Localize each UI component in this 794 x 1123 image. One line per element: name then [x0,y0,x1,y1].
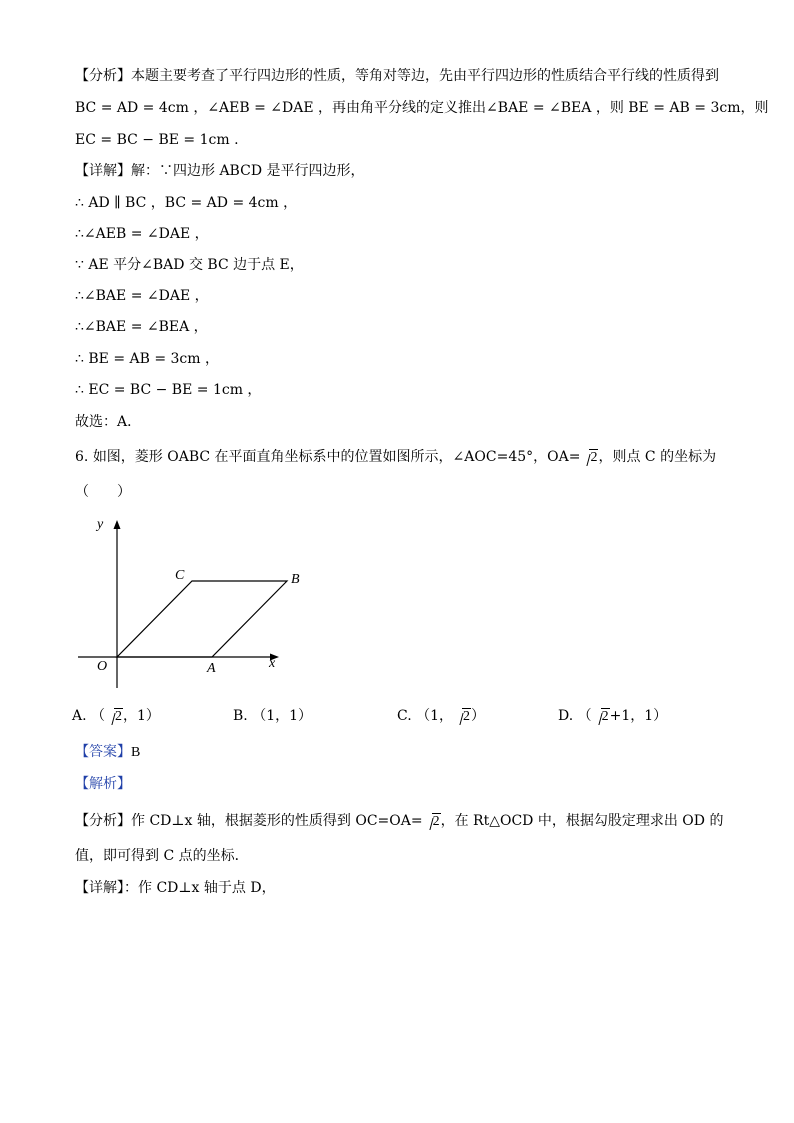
option-c[interactable]: C. （1， 2） [397,708,486,724]
jiexi-tag: 【解析】 [75,776,131,792]
sqrt-symbol: 2 [105,707,123,726]
label-a: A [207,661,216,676]
label-y: y [97,517,104,532]
detail-step: ∴ AD ∥ BC ，BC = AD = 4cm ， [75,195,298,211]
answer-line [75,743,140,762]
analysis-line-2: BC = AD = 4cm ，∠AEB = ∠DAE ，再由角平分线的定义推出∠BAE = ∠BEA ，则 BE = AB = 3cm，则 [75,100,769,116]
sqrt-symbol: 2 [580,448,598,467]
detail-conclusion: 故选：A． [75,414,142,430]
label-x: x [269,656,276,671]
analysis2-line-1: 【分析】作 CD⊥x 轴，根据菱形的性质得到 OC=OA= 2，在 Rt△OCD 中，根据勾股定理求出 OD 的 [75,813,724,829]
analysis-line-1 [75,67,719,85]
question-6 [75,448,716,467]
detail-step: ∴∠BAE = ∠BEA ， [75,319,208,335]
detail-tag: 【详解】 [75,163,131,179]
rhombus-figure [70,510,300,695]
answer-value: B [131,745,141,760]
detail-step: ∴ EC = BC − BE = 1cm ， [75,382,262,398]
sqrt-symbol: 2 [423,812,441,831]
option-d[interactable]: D. （ 2+1，1） [558,708,668,724]
answer-blank: （ ） [75,484,131,500]
question-text: 如图，菱形 OABC 在平面直角坐标系中的位置如图所示，∠AOC=45°，OA= [92,449,581,465]
question-number: 6. [75,449,89,465]
answer-tag: 【答案】 [75,744,131,760]
y-axis-arrow [114,520,121,529]
detail-step: ∴∠BAE = ∠DAE ， [75,288,209,304]
option-a[interactable]: A. （ 2，1） [72,708,160,724]
sqrt-symbol: 2 [592,707,610,726]
analysis2-line-2: 值，即可得到 C 点的坐标． [75,848,249,864]
jiexi-line [75,775,131,793]
detail2-line: 【详解】：作 CD⊥x 轴于点 D， [75,880,276,896]
question-text-2: ，则点 C 的坐标为 [598,449,717,465]
rhombus-shape [117,581,287,657]
analysis-text: 本题主要考查了平行四边形的性质，等角对等边，先由平行四边形的性质结合平行线的性质得到 [131,68,719,84]
analysis-tag: 【分析】 [75,68,131,84]
detail2-tag: 【详解】 [75,880,124,896]
label-o: O [97,659,108,674]
sqrt-symbol: 2 [453,707,471,726]
label-b: B [291,572,300,587]
detail-step: ∴∠AEB = ∠DAE ， [75,226,209,242]
label-c: C [175,568,185,583]
detail-line-1 [75,162,365,180]
analysis2-tag: 【分析】 [75,813,131,829]
analysis-line-3: EC = BC − BE = 1cm . [75,132,239,148]
detail-step: ∵ AE 平分∠BAD 交 BC 边于点 E， [75,257,304,273]
detail-step: 解：∵四边形 ABCD 是平行四边形， [131,163,365,179]
detail-step: ∴ BE = AB = 3cm ， [75,351,219,367]
option-b[interactable]: B. （1，1） [233,708,313,724]
